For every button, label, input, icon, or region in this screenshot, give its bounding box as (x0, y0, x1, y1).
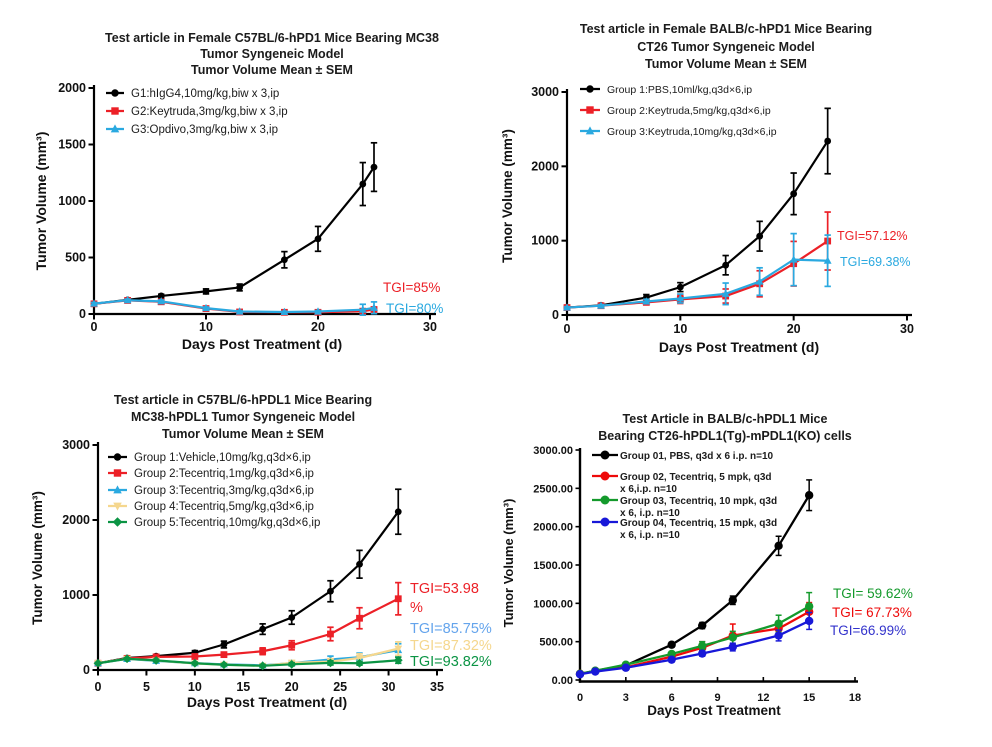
svg-text:25: 25 (333, 680, 348, 694)
svg-text:2000: 2000 (58, 81, 86, 95)
svg-text:10: 10 (199, 320, 213, 334)
mc38-hpdl1-series-1 (95, 583, 402, 667)
svg-text:2000.00: 2000.00 (533, 521, 573, 534)
svg-text:Group 2:Tecentriq,1mg/kg,q3d×6: Group 2:Tecentriq,1mg/kg,q3d×6,ip (134, 468, 314, 480)
ct26-hpd1-title (580, 22, 872, 71)
svg-text:500.00: 500.00 (539, 636, 573, 649)
svg-text:Days Post Treatment (d): Days Post Treatment (d) (181, 336, 343, 352)
svg-text:35: 35 (430, 680, 444, 694)
svg-text:10: 10 (187, 680, 202, 694)
svg-text:x 6,i.p. n=10: x 6,i.p. n=10 (620, 484, 677, 495)
mc38-hpdl1-annotations (410, 581, 492, 670)
svg-text:%: % (410, 600, 423, 616)
svg-text:Tumor Volume Mean ± SEM: Tumor Volume Mean ± SEM (645, 57, 807, 71)
svg-text:TGI=93.82%: TGI=93.82% (410, 654, 492, 670)
mc38-hpdl1-legend (108, 452, 320, 529)
svg-text:Bearing CT26-hPDL1(Tg)-mPDL1(K: Bearing CT26-hPDL1(Tg)-mPDL1(KO) cells (598, 429, 852, 443)
ct26-hpdl1-annotations (830, 586, 913, 638)
svg-text:30: 30 (423, 320, 437, 334)
svg-text:2500.00: 2500.00 (533, 483, 573, 496)
ct26-hpdl1-chart (496, 373, 992, 747)
mc38-hpd1-legend (106, 88, 288, 136)
svg-text:G3:Opdivo,3mg/kg,biw x 3,ip: G3:Opdivo,3mg/kg,biw x 3,ip (131, 124, 279, 136)
svg-text:2000: 2000 (531, 159, 559, 174)
svg-text:TGI=85%: TGI=85% (383, 280, 441, 295)
ct26-hpdl1-legend (592, 451, 777, 542)
svg-text:Days Post Treatment (d): Days Post Treatment (d) (658, 339, 820, 355)
svg-text:TGI= 59.62%: TGI= 59.62% (833, 586, 913, 601)
svg-text:1500.00: 1500.00 (533, 560, 573, 572)
ct26-hpdl1-axes (501, 445, 861, 718)
svg-text:Group 1:PBS,10ml/kg,q3d×6,ip: Group 1:PBS,10ml/kg,q3d×6,ip (607, 84, 753, 96)
chart-panel-ct26-hpd1 (496, 0, 992, 373)
svg-text:Days Post Treatment: Days Post Treatment (647, 703, 781, 718)
svg-text:0.00: 0.00 (551, 675, 573, 687)
mc38-hpd1-series-0 (91, 143, 378, 307)
mc38-hpd1-title (105, 31, 439, 77)
svg-text:30: 30 (381, 680, 396, 694)
svg-text:0: 0 (79, 307, 86, 321)
svg-text:12: 12 (757, 692, 770, 704)
svg-text:Tumor Volume (mm³): Tumor Volume (mm³) (501, 498, 516, 628)
chart-panel-ct26-hpdl1 (496, 373, 992, 747)
mc38-hpdl1-title (114, 393, 372, 441)
svg-text:TGI=69.38%: TGI=69.38% (840, 255, 911, 269)
chart-panel-mc38-hpdl1 (0, 373, 496, 747)
ct26-hpd1-series-0 (564, 108, 831, 311)
svg-text:Tumor Syngeneic Model: Tumor Syngeneic Model (200, 47, 344, 61)
svg-text:Days Post Treatment (d): Days Post Treatment (d) (186, 694, 348, 710)
ct26-hpd1-chart (496, 0, 992, 373)
svg-text:3: 3 (622, 692, 629, 704)
svg-text:10: 10 (673, 322, 688, 336)
svg-text:1000: 1000 (62, 588, 90, 602)
svg-text:Tumor Volume Mean ± SEM: Tumor Volume Mean ± SEM (191, 63, 353, 77)
ct26-hpdl1-title (598, 412, 852, 443)
svg-text:TGI=57.12%: TGI=57.12% (837, 229, 908, 243)
svg-text:G2:Keytruda,3mg/kg,biw x 3,ip: G2:Keytruda,3mg/kg,biw x 3,ip (131, 106, 288, 118)
svg-text:500: 500 (65, 250, 86, 265)
svg-text:Tumor Volume (mm³): Tumor Volume (mm³) (500, 129, 515, 263)
svg-text:20: 20 (311, 320, 325, 334)
svg-text:TGI=87.32%: TGI=87.32% (410, 638, 492, 654)
svg-text:6: 6 (668, 692, 675, 704)
svg-text:0: 0 (552, 308, 559, 322)
svg-text:TGI= 67.73%: TGI= 67.73% (832, 605, 912, 620)
svg-text:20: 20 (786, 322, 801, 336)
svg-text:Test Article in BALB/c-hPDL1 M: Test Article in BALB/c-hPDL1 Mice (622, 412, 828, 426)
svg-text:0: 0 (90, 320, 98, 334)
svg-text:30: 30 (900, 322, 914, 336)
svg-text:Group 4:Tecentriq,5mg/kg,q3d×6: Group 4:Tecentriq,5mg/kg,q3d×6,ip (134, 501, 314, 513)
svg-text:TGI=66.99%: TGI=66.99% (830, 623, 907, 638)
svg-text:TGI=53.98: TGI=53.98 (410, 581, 479, 597)
svg-text:x 6, i.p. n=10: x 6, i.p. n=10 (620, 508, 680, 519)
svg-text:Tumor Volume (mm³): Tumor Volume (mm³) (33, 131, 49, 271)
svg-text:Test article in C57BL/6-hPDL1: Test article in C57BL/6-hPDL1 Mice Bearing (113, 393, 373, 407)
svg-text:Group 04, Tecentriq, 15 mpk, q: Group 04, Tecentriq, 15 mpk, q3d (620, 518, 778, 529)
mc38-hpdl1-series-0 (95, 489, 402, 666)
mc38-hpd1-chart (0, 0, 496, 373)
svg-text:3000: 3000 (62, 438, 90, 452)
chart-panel-mc38-hpd1 (0, 0, 496, 373)
svg-text:Group 02, Tecentriq, 5 mpk, q3: Group 02, Tecentriq, 5 mpk, q3d (620, 472, 772, 483)
svg-text:0: 0 (576, 692, 584, 704)
svg-text:0: 0 (83, 663, 90, 677)
svg-text:Group 5:Tecentriq,10mg/kg,q3d×: Group 5:Tecentriq,10mg/kg,q3d×6,ip (134, 517, 321, 529)
ct26-hpd1-legend (580, 84, 777, 138)
svg-text:1500: 1500 (58, 137, 86, 152)
svg-text:15: 15 (803, 692, 816, 704)
svg-text:Test article in Female C57BL/6: Test article in Female C57BL/6-hPD1 Mice Bearing MC38 (105, 31, 439, 45)
svg-text:18: 18 (848, 692, 862, 704)
svg-text:MC38-hPDL1 Tumor Syngeneic Mod: MC38-hPDL1 Tumor Syngeneic Model (130, 410, 356, 424)
svg-text:2000: 2000 (62, 513, 90, 527)
ct26-hpd1-annotations (837, 229, 911, 269)
svg-text:3000: 3000 (531, 85, 559, 99)
svg-text:20: 20 (284, 680, 299, 694)
svg-text:Test article in Female BALB/c-: Test article in Female BALB/c-hPD1 Mice Bearing (579, 22, 873, 36)
svg-text:Group 2:Keytruda,5mg/kg,q3d×6,: Group 2:Keytruda,5mg/kg,q3d×6,ip (607, 105, 771, 117)
svg-text:Group 1:Vehicle,10mg/kg,q3d×6,: Group 1:Vehicle,10mg/kg,q3d×6,ip (134, 452, 311, 464)
svg-text:1000.00: 1000.00 (533, 598, 573, 611)
svg-text:Group 01, PBS, q3d x 6 i.p. n=: Group 01, PBS, q3d x 6 i.p. n=10 (620, 451, 774, 462)
svg-text:0: 0 (563, 322, 571, 336)
svg-text:Tumor Volume Mean ± SEM: Tumor Volume Mean ± SEM (162, 427, 324, 441)
svg-text:5: 5 (142, 680, 150, 694)
mc38-hpd1-annotations (383, 280, 443, 316)
svg-text:1000: 1000 (58, 194, 86, 208)
mc38-hpdl1-chart (0, 373, 496, 747)
svg-text:1000: 1000 (531, 233, 559, 248)
svg-text:15: 15 (236, 680, 251, 694)
svg-text:TGI=80%: TGI=80% (386, 301, 444, 316)
svg-text:9: 9 (714, 692, 721, 704)
svg-text:Group 03, Tecentriq, 10 mpk, q: Group 03, Tecentriq, 10 mpk, q3d (620, 496, 778, 507)
svg-text:CT26 Tumor Syngeneic Model: CT26 Tumor Syngeneic Model (637, 40, 815, 54)
svg-text:TGI=85.75%: TGI=85.75% (410, 621, 492, 637)
svg-text:Group 3:Keytruda,10mg/kg,q3d×6: Group 3:Keytruda,10mg/kg,q3d×6,ip (607, 126, 777, 138)
svg-text:G1:hIgG4,10mg/kg,biw x 3,ip: G1:hIgG4,10mg/kg,biw x 3,ip (131, 88, 280, 100)
svg-text:Group 3:Tecentriq,3mg/kg,q3d×6: Group 3:Tecentriq,3mg/kg,q3d×6,ip (134, 485, 314, 497)
svg-text:Tumor Volume (mm³): Tumor Volume (mm³) (30, 491, 45, 625)
svg-text:x 6, i.p. n=10: x 6, i.p. n=10 (620, 530, 680, 541)
svg-text:0: 0 (94, 680, 102, 694)
svg-text:3000.00: 3000.00 (533, 445, 573, 457)
